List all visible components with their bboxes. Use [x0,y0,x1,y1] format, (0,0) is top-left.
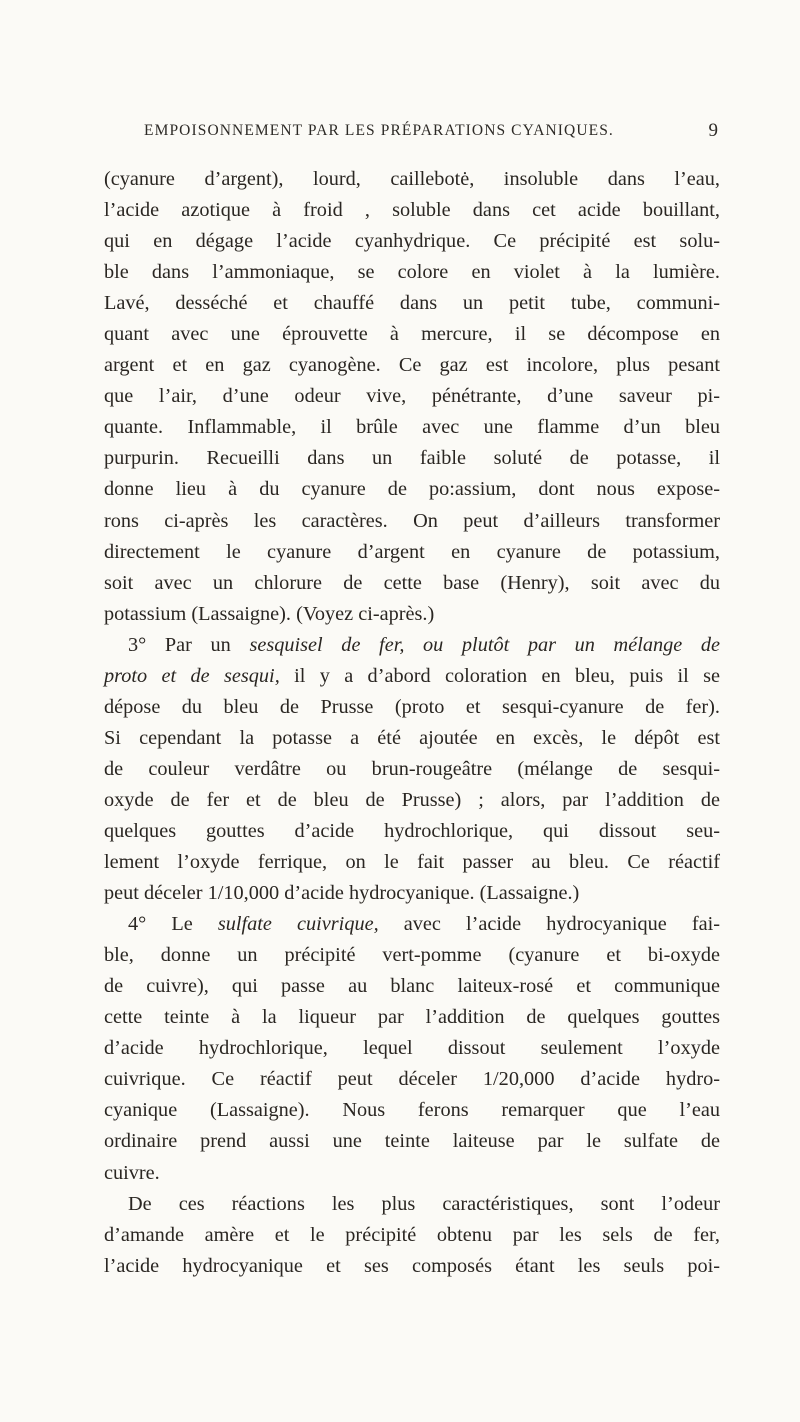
item-italic: sesquisel de fer, ou plutôt par un mélange de [249,633,721,656]
item-number: 4° [128,913,147,936]
item-4-first-line [104,909,720,940]
item-italic: proto et de sesqui, [104,664,280,687]
text-line: que l’air, d’une odeur vive, pénétrante, d’une saveur pi- [104,385,720,408]
item-lead: Le [171,913,193,936]
page-number: 9 [708,120,718,141]
item-3-first-line [104,630,720,661]
text-line: De ces réactions les plus caractéristiques, sont l’odeur [128,1192,720,1215]
text-line: l’acide hydrocyanique et ses composés étant les seuls poi- [104,1254,720,1277]
text-line: rons ci-après les caractères. On peut d’ailleurs transformer [104,509,720,532]
text-line: argent et en gaz cyanogène. Ce gaz est incolore, plus pesant [104,354,720,377]
text-line: purpurin. Recueilli dans un faible soluté de potasse, il [104,447,720,470]
text-line: l’acide azotique à froid , soluble dans cet acide bouillant, [104,199,720,222]
text-line: ble, donne un précipité vert-pomme (cyanure et bi-oxyde [104,944,720,967]
running-head [104,122,718,146]
text-line: dépose du bleu de Prusse (proto et sesqui-cyanure de fer). [104,695,720,718]
text-line: ordinaire prend aussi une teinte laiteuse par le sulfate de [104,1130,720,1153]
text-line: quelques gouttes d’acide hydrochlorique, qui dissout seu- [104,819,720,842]
text-line: (cyanure d’argent), lourd, caillebotė, insoluble dans l’eau, [104,168,720,190]
item-number: 3° [128,633,147,656]
item-3-second-line [104,661,720,692]
text-line: cuivre. [104,1161,160,1184]
text-line: cuivrique. Ce réactif peut déceler 1/20,000 d’acide hydro- [104,1068,720,1091]
text-line: donne lieu à du cyanure de po:assium, dont nous expose- [104,478,720,501]
text-line: cette teinte à la liqueur par l’addition de quelques gouttes [104,1006,720,1029]
text-line: directement le cyanure d’argent en cyanure de potassium, [104,540,720,563]
text-line: oxyde de fer et de bleu de Prusse) ; alors, par l’addition de [104,788,720,811]
item-italic: sulfate cuivrique, [217,913,379,936]
text-line: quant avec une éprouvette à mercure, il se décompose en [104,323,720,346]
text-line: d’acide hydrochlorique, lequel dissout seulement l’oxyde [104,1037,720,1060]
text-line: peut déceler 1/10,000 d’acide hydrocyanique. (Lassaigne.) [104,882,580,905]
text-line: soit avec un chlorure de cette base (Henry), soit avec du [104,571,720,594]
text-line: qui en dégage l’acide cyanhydrique. Ce précipité est solu- [104,230,720,253]
item-text: avec l’acide hydrocyanique fai- [403,913,720,936]
text-line: d’amande amère et le précipité obtenu par les sels de fer, [104,1223,720,1246]
running-title: EMPOISONNEMENT PAR LES PRÉPARATIONS CYANIQUES. [144,122,614,139]
text-line: cyanique (Lassaigne). Nous ferons remarquer que l’eau [104,1099,720,1122]
text-line: Lavé, desséché et chauffé dans un petit tube, communi- [104,292,720,315]
text-line: de couleur verdâtre ou brun-rougeâtre (mélange de sesqui- [104,757,720,780]
text-line: de cuivre), qui passe au blanc laiteux-rosé et communique [104,975,720,998]
item-text: il y a d’abord coloration en bleu, puis il se [294,664,720,687]
text-line: lement l’oxyde ferrique, on le fait passer au bleu. Ce réactif [104,851,720,874]
text-line: quante. Inflammable, il brûle avec une flamme d’un bleu [104,416,720,439]
text-line: potassium (Lassaigne). (Voyez ci-après.) [104,602,435,625]
text-line: Si cependant la potasse a été ajoutée en excès, le dépôt est [104,726,720,749]
item-lead: Par un [164,633,231,656]
body-text [104,164,720,1282]
text-line: ble dans l’ammoniaque, se colore en violet à la lumière. [104,261,720,284]
